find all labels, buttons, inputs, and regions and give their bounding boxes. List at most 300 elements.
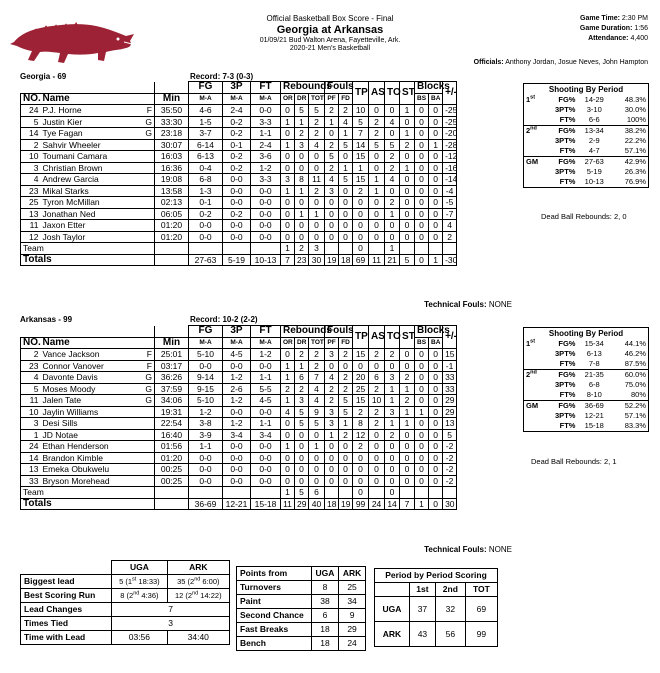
shooting-ma: 6-8 xyxy=(588,380,600,389)
player-to: 0 xyxy=(385,185,400,197)
player-dr: 0 xyxy=(295,151,309,163)
player-name-text: Connor Vanover xyxy=(42,360,104,371)
player-min: 37:59 xyxy=(155,383,189,395)
razorback-logo xyxy=(8,14,138,69)
player-row xyxy=(21,349,477,361)
player-tot: 1 xyxy=(309,208,325,220)
player-name-text: Josh Taylor xyxy=(42,231,86,242)
player-min: 35:50 xyxy=(155,105,189,117)
player-ft: 0-0 xyxy=(251,105,281,117)
shooting-pct: 76.9% xyxy=(624,177,646,186)
player-pm: -25 xyxy=(443,116,457,128)
dead-ball-label: Dead Ball Rebounds: xyxy=(541,212,612,221)
player-pm: -2 xyxy=(443,452,457,464)
player-pm: -4 xyxy=(443,185,457,197)
player-to: 0 xyxy=(385,105,400,117)
totals-to: 21 xyxy=(385,254,400,266)
player-tot: 2 xyxy=(309,349,325,361)
player-ft: 0-0 xyxy=(251,406,281,418)
player-pf: 0 xyxy=(325,208,339,220)
player-number: 5 xyxy=(21,116,41,128)
player-pm: -12 xyxy=(443,151,457,163)
player-3p: 0-1 xyxy=(223,139,251,151)
player-fg: 0-0 xyxy=(189,231,223,243)
player-pm: -20 xyxy=(443,128,457,140)
col-fd: FD xyxy=(339,93,353,105)
shooting-ma: 13-34 xyxy=(577,126,611,137)
player-number: 1 xyxy=(21,429,41,441)
player-tp: 0 xyxy=(353,208,369,220)
player-tot: 9 xyxy=(309,406,325,418)
player-bs: 0 xyxy=(415,349,429,361)
player-min: 36:26 xyxy=(155,372,189,384)
player-ft: 0-0 xyxy=(251,208,281,220)
shooting-ma: 15-34 xyxy=(584,339,604,348)
shooting-ma: 12-21 xyxy=(584,411,604,420)
player-min: 01:20 xyxy=(155,452,189,464)
player-st: 1 xyxy=(400,383,415,395)
player-tp: 0 xyxy=(353,197,369,209)
shooting-row xyxy=(524,370,649,381)
points-row xyxy=(237,623,366,637)
summary-label: Best Scoring Run xyxy=(21,589,112,603)
totals-ft: 10-13 xyxy=(251,254,281,266)
shooting-period xyxy=(524,115,543,126)
player-st: 2 xyxy=(400,372,415,384)
val-part: 4:36) xyxy=(139,591,159,600)
col-ma: M-A xyxy=(189,337,223,349)
player-ft: 3-3 xyxy=(251,116,281,128)
player-fg: 1-5 xyxy=(189,116,223,128)
player-row xyxy=(21,139,477,151)
col-blocks: Blocks xyxy=(415,326,443,338)
player-or: 1 xyxy=(281,441,295,453)
player-to: 2 xyxy=(385,197,400,209)
points-uga: 6 xyxy=(311,609,338,623)
team-to: 0 xyxy=(385,487,400,499)
player-as: 2 xyxy=(369,418,385,430)
player-fg: 9-14 xyxy=(189,372,223,384)
period-1st: 43 xyxy=(409,622,435,647)
shooting-stat: FG% xyxy=(542,157,577,168)
period-sup: nd xyxy=(530,369,537,376)
player-bs: 0 xyxy=(415,208,429,220)
player-name xyxy=(41,208,155,220)
col-blocks: Blocks xyxy=(415,82,443,94)
arkansas-shooting-table xyxy=(523,327,649,432)
totals-ba: 1 xyxy=(429,254,443,266)
player-to: 5 xyxy=(385,139,400,151)
player-number: 13 xyxy=(21,464,41,476)
player-st: 0 xyxy=(400,360,415,372)
val-part: 14:22) xyxy=(198,591,222,600)
shooting-row xyxy=(524,146,649,157)
arkansas-tech-fouls xyxy=(424,545,512,554)
player-ft: 3-3 xyxy=(251,174,281,186)
player-to: 0 xyxy=(385,475,400,487)
points-uga: 8 xyxy=(311,581,338,595)
player-name-text: Toumani Camara xyxy=(42,151,108,162)
col-pf: PF xyxy=(325,337,339,349)
player-dr: 0 xyxy=(295,452,309,464)
summary-row xyxy=(21,617,230,631)
player-or: 2 xyxy=(281,383,295,395)
summary-header-uga: UGA xyxy=(112,561,167,575)
player-min: 01:20 xyxy=(155,231,189,243)
period-tot: 69 xyxy=(465,597,497,622)
player-bs: 0 xyxy=(415,418,429,430)
arkansas-team-score: Arkansas - 99 xyxy=(20,315,73,324)
player-row xyxy=(21,174,477,186)
player-fg: 0-0 xyxy=(189,360,223,372)
player-pm: 15 xyxy=(443,349,457,361)
player-name xyxy=(41,162,155,174)
col-ma: M-A xyxy=(189,93,223,105)
points-row xyxy=(237,637,366,651)
player-tp: 0 xyxy=(353,231,369,243)
player-3p: 0-0 xyxy=(223,360,251,372)
player-number: 13 xyxy=(21,208,41,220)
player-number: 10 xyxy=(21,406,41,418)
shooting-row xyxy=(524,115,649,126)
shooting-stat: 3PT% xyxy=(555,136,576,145)
period-tot: 99 xyxy=(465,622,497,647)
player-name xyxy=(41,441,155,453)
player-row xyxy=(21,360,477,372)
shooting-period xyxy=(524,411,543,421)
player-dr: 0 xyxy=(295,220,309,232)
player-st: 0 xyxy=(400,429,415,441)
points-row xyxy=(237,581,366,595)
totals-row xyxy=(21,254,477,266)
player-pm: -2 xyxy=(443,441,457,453)
col-ma: M-A xyxy=(223,93,251,105)
player-as: 0 xyxy=(369,220,385,232)
player-as: 2 xyxy=(369,383,385,395)
shooting-stat: FG% xyxy=(558,95,576,104)
player-bs: 0 xyxy=(415,395,429,407)
summary-row xyxy=(21,631,230,645)
shooting-pct: 100% xyxy=(626,115,646,124)
player-dr: 2 xyxy=(295,383,309,395)
player-ba: 0 xyxy=(429,429,443,441)
points-from-table xyxy=(236,566,366,651)
player-or: 3 xyxy=(281,174,295,186)
points-row xyxy=(237,609,366,623)
venue-line: 01/09/21 Bud Walton Arena, Fayetteville, Ark. xyxy=(259,37,401,44)
player-to: 0 xyxy=(385,452,400,464)
player-number: 2 xyxy=(21,139,41,151)
player-ft: 0-0 xyxy=(251,475,281,487)
shooting-period xyxy=(524,339,543,349)
shooting-pct: 48.3% xyxy=(624,95,646,104)
period-scoring-title: Period by Period Scoring xyxy=(375,569,498,583)
team-dr: 5 xyxy=(295,487,309,499)
shooting-pct: 42.9% xyxy=(611,157,648,168)
player-3p: 0-0 xyxy=(223,174,251,186)
player-to: 2 xyxy=(385,429,400,441)
totals-pm: 30 xyxy=(443,498,457,510)
player-st: 1 xyxy=(400,406,415,418)
col-rebounds: Rebounds xyxy=(281,326,325,338)
player-ft: 1-1 xyxy=(251,418,281,430)
player-number: 11 xyxy=(21,395,41,407)
player-tp: 25 xyxy=(353,383,369,395)
player-pm: 13 xyxy=(443,418,457,430)
col-3p: 3P xyxy=(223,82,251,94)
player-fg: 0-0 xyxy=(189,475,223,487)
player-tp: 15 xyxy=(353,349,369,361)
player-as: 0 xyxy=(369,197,385,209)
player-tot: 0 xyxy=(309,220,325,232)
totals-st: 7 xyxy=(400,498,415,510)
tech-fouls-label: Technical Fouls: xyxy=(424,300,487,309)
player-row xyxy=(21,162,477,174)
player-name xyxy=(41,429,155,441)
georgia-record: Record: 7-3 (0-3) xyxy=(190,72,254,81)
shooting-row xyxy=(524,126,649,137)
player-row xyxy=(21,128,477,140)
player-dr: 0 xyxy=(295,231,309,243)
player-name xyxy=(41,452,155,464)
shooting-ma: 27-63 xyxy=(577,157,611,168)
player-number: 23 xyxy=(21,360,41,372)
player-as: 2 xyxy=(369,349,385,361)
player-as: 0 xyxy=(369,162,385,174)
period-scoring-table xyxy=(374,568,498,647)
val-sup: nd xyxy=(192,590,199,597)
period-row xyxy=(375,622,498,647)
player-bs: 0 xyxy=(415,116,429,128)
player-or: 0 xyxy=(281,452,295,464)
player-ba: 1 xyxy=(429,139,443,151)
player-as: 0 xyxy=(369,429,385,441)
player-name xyxy=(41,231,155,243)
player-tot: 5 xyxy=(309,418,325,430)
team-label: Team xyxy=(21,487,155,499)
player-name-text: Tyron McMillan xyxy=(42,197,100,208)
player-ft: 0-0 xyxy=(251,360,281,372)
player-or: 0 xyxy=(281,220,295,232)
col-tp: TP xyxy=(353,82,369,105)
player-pf: 0 xyxy=(325,441,339,453)
shooting-ma: 21-35 xyxy=(577,370,611,381)
arkansas-shooting-by-period xyxy=(523,327,649,432)
player-as: 0 xyxy=(369,231,385,243)
col-3p: 3P xyxy=(223,326,251,338)
shooting-pct: 22.2% xyxy=(624,136,646,145)
player-st: 0 xyxy=(400,151,415,163)
shooting-pct: 80% xyxy=(630,390,646,399)
player-dr: 3 xyxy=(295,139,309,151)
col-name: Name xyxy=(41,93,155,105)
player-as: 0 xyxy=(369,452,385,464)
player-number: 4 xyxy=(21,174,41,186)
player-fd: 2 xyxy=(339,372,353,384)
val-sup: st xyxy=(132,576,137,583)
player-name xyxy=(41,128,155,140)
shooting-title: Shooting By Period xyxy=(548,85,624,94)
player-fd: 2 xyxy=(339,429,353,441)
player-as: 2 xyxy=(369,116,385,128)
game-time-label: Game Time: xyxy=(580,15,620,22)
totals-or: 11 xyxy=(281,498,295,510)
shooting-ma: 6-13 xyxy=(586,349,602,358)
player-fg: 0-0 xyxy=(189,452,223,464)
player-row xyxy=(21,231,477,243)
totals-st: 5 xyxy=(400,254,415,266)
arkansas-box-score-table xyxy=(20,325,477,510)
summary-shared: 3 xyxy=(112,617,230,631)
player-min: 00:25 xyxy=(155,475,189,487)
player-as: 0 xyxy=(369,151,385,163)
player-fg: 1-2 xyxy=(189,406,223,418)
player-row xyxy=(21,185,477,197)
player-tot: 0 xyxy=(309,151,325,163)
player-3p: 0-0 xyxy=(223,231,251,243)
player-name-text: Davonte Davis xyxy=(42,372,98,383)
player-min: 19:31 xyxy=(155,406,189,418)
player-name-text: Sahvir Wheeler xyxy=(42,139,101,150)
georgia-box-score-table xyxy=(20,81,477,266)
georgia-shooting-by-period xyxy=(523,83,649,188)
player-fg: 0-0 xyxy=(189,464,223,476)
player-min: 33:30 xyxy=(155,116,189,128)
player-dr: 1 xyxy=(295,185,309,197)
player-ft: 2-4 xyxy=(251,139,281,151)
player-min: 00:25 xyxy=(155,464,189,476)
player-pf: 3 xyxy=(325,418,339,430)
player-name-text: Justin Kier xyxy=(42,116,83,127)
shooting-period xyxy=(524,380,543,390)
player-tp: 0 xyxy=(353,452,369,464)
player-min: 01:20 xyxy=(155,220,189,232)
officials-names: Anthony Jordan, Josue Neves, John Hampton xyxy=(505,59,648,66)
col-tot: TOT xyxy=(309,93,325,105)
player-pm: 29 xyxy=(443,406,457,418)
player-pf: 0 xyxy=(325,128,339,140)
player-or: 1 xyxy=(281,360,295,372)
player-pf: 2 xyxy=(325,383,339,395)
player-dr: 0 xyxy=(295,475,309,487)
player-tp: 15 xyxy=(353,395,369,407)
points-uga: 38 xyxy=(311,595,338,609)
player-name-text: P.J. Horne xyxy=(42,105,82,116)
player-tot: 4 xyxy=(309,395,325,407)
col-ft: FT xyxy=(251,82,281,94)
player-row xyxy=(21,372,477,384)
player-pf: 4 xyxy=(325,372,339,384)
player-tp: 1 xyxy=(353,162,369,174)
player-name xyxy=(41,395,155,407)
player-or: 0 xyxy=(281,151,295,163)
tech-fouls-value: NONE xyxy=(488,300,512,309)
player-st: 2 xyxy=(400,139,415,151)
totals-fd: 19 xyxy=(339,498,353,510)
player-fd: 2 xyxy=(339,349,353,361)
player-name xyxy=(41,197,155,209)
player-or: 0 xyxy=(281,197,295,209)
player-pf: 0 xyxy=(325,360,339,372)
player-as: 0 xyxy=(369,441,385,453)
player-3p: 0-2 xyxy=(223,162,251,174)
totals-fd: 18 xyxy=(339,254,353,266)
player-position: G xyxy=(145,395,152,406)
player-name xyxy=(41,418,155,430)
shooting-row xyxy=(524,349,649,359)
player-name xyxy=(41,185,155,197)
player-fg: 0-2 xyxy=(189,208,223,220)
player-row xyxy=(21,105,477,117)
shooting-row xyxy=(524,167,649,177)
player-bs: 0 xyxy=(415,452,429,464)
player-dr: 5 xyxy=(295,418,309,430)
player-to: 3 xyxy=(385,406,400,418)
player-st: 0 xyxy=(400,464,415,476)
player-3p: 0-2 xyxy=(223,151,251,163)
player-ba: 0 xyxy=(429,174,443,186)
player-fg: 5-10 xyxy=(189,395,223,407)
player-as: 0 xyxy=(369,360,385,372)
player-fg: 0-4 xyxy=(189,162,223,174)
player-tot: 1 xyxy=(309,441,325,453)
player-fg: 1-1 xyxy=(189,441,223,453)
player-ba: 0 xyxy=(429,452,443,464)
shooting-pct: 46.2% xyxy=(624,349,646,358)
val-part: 5 (1 xyxy=(119,577,133,586)
shooting-pct: 87.5% xyxy=(624,359,646,368)
shooting-period xyxy=(524,177,543,188)
period-header-tot: TOT xyxy=(465,583,497,597)
totals-fg: 27-63 xyxy=(189,254,223,266)
col-no: NO. xyxy=(21,337,41,349)
arkansas-record: Record: 10-2 (2-2) xyxy=(190,315,258,324)
player-number: 2 xyxy=(21,349,41,361)
points-ark: 34 xyxy=(339,595,366,609)
player-pm: -5 xyxy=(443,197,457,209)
col-to: TO xyxy=(385,326,400,349)
points-label: Fast Breaks xyxy=(237,623,312,637)
player-name xyxy=(41,383,155,395)
shooting-ma: 4-7 xyxy=(588,146,600,155)
player-bs: 0 xyxy=(415,220,429,232)
georgia-dead-ball xyxy=(541,212,627,221)
player-tp: 2 xyxy=(353,441,369,453)
player-fd: 1 xyxy=(339,418,353,430)
player-st: 0 xyxy=(400,197,415,209)
player-fd: 0 xyxy=(339,464,353,476)
shooting-pct: 57.1% xyxy=(624,411,646,420)
shooting-ma: 8-10 xyxy=(586,390,602,399)
season-line: 2020-21 Men's Basketball xyxy=(289,45,371,52)
player-ba: 0 xyxy=(429,116,443,128)
shooting-stat: FT% xyxy=(559,115,576,124)
player-number: 4 xyxy=(21,372,41,384)
points-header-ark: ARK xyxy=(339,567,366,581)
team-label: Team xyxy=(21,243,155,255)
player-pf: 2 xyxy=(325,139,339,151)
team-tp: 0 xyxy=(353,243,369,255)
player-or: 0 xyxy=(281,128,295,140)
player-3p: 0-0 xyxy=(223,452,251,464)
report-type: Official Basketball Box Score - Final xyxy=(266,14,394,23)
shooting-row xyxy=(524,157,649,168)
player-or: 0 xyxy=(281,208,295,220)
player-3p: 0-0 xyxy=(223,441,251,453)
dead-ball-value: 2, 0 xyxy=(613,212,627,221)
team-dr: 2 xyxy=(295,243,309,255)
col-name: Name xyxy=(41,337,155,349)
